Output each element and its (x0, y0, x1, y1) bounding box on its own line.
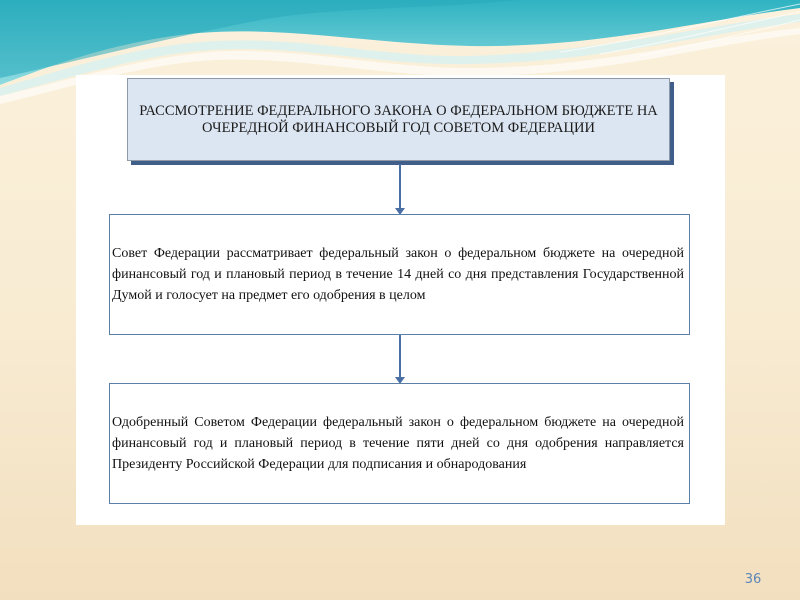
step-box-approval (109, 383, 690, 504)
arrow-down-icon (390, 164, 410, 216)
step-box-review (109, 214, 690, 335)
arrow-down-icon (390, 335, 410, 385)
step-text-review: Совет Федерации рассматривает федеральный закон о федеральном бюджете на очередной финансовый год и плановый период в течение 14 дней со дня представления Государственной Думой и голосует на предмет его одобрения в целом (112, 246, 684, 303)
title-box (127, 78, 670, 161)
step-text-approval: Одобренный Советом Федерации федеральный закон о федеральном бюджете на очередной финансовый год и плановый период в течение пяти дней со дня одобрения направляется Президенту Российской Федерации для подписания и обнародования (112, 415, 684, 472)
diagram-title: РАССМОТРЕНИЕ ФЕДЕРАЛЬНОГО ЗАКОНА О ФЕДЕРАЛЬНОМ БЮДЖЕТЕ НА ОЧЕРЕДНОЙ ФИНАНСОВЫЙ ГОД СОВЕТОМ ФЕДЕРАЦИИ (139, 102, 658, 136)
page-number: 36 (744, 572, 762, 587)
